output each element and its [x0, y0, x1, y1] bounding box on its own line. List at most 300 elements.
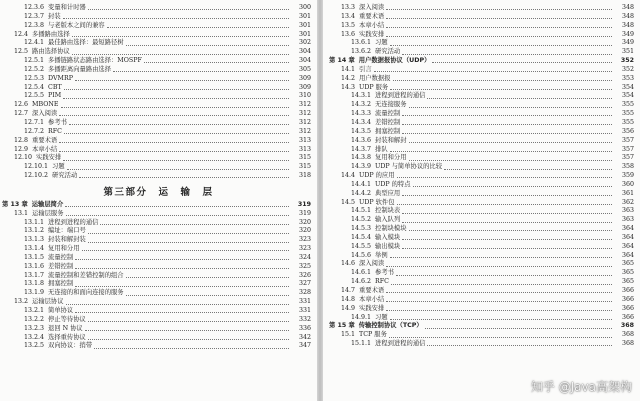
toc-page-number: 326 — [298, 271, 311, 279]
toc-number: 14.3.3 — [351, 110, 372, 118]
toc-number: 12.9 — [14, 145, 29, 153]
dot-leader — [386, 27, 612, 28]
toc-title: 运输层服务 — [32, 209, 64, 217]
toc-number: 第 13 章 — [2, 200, 28, 208]
toc-page-number: 331 — [298, 307, 311, 314]
toc-row — [323, 119, 640, 128]
toc-title: 进程到进程的通信 — [375, 92, 426, 100]
toc-page-number: 361 — [621, 189, 634, 197]
toc-title: 排队 — [375, 145, 388, 153]
toc-title: UDP 与简单协议的比较 — [375, 163, 443, 171]
dot-leader — [390, 89, 612, 90]
toc-title: 进程到进程的通信 — [375, 340, 426, 348]
toc-title: 封装 — [48, 12, 61, 20]
toc-number: 14.3.1 — [351, 92, 372, 100]
toc-title: 与老版本之间的兼容 — [48, 21, 105, 29]
toc-page-number: 348 — [621, 21, 634, 29]
toc-number: 12.4.1 — [24, 39, 45, 47]
dot-leader — [88, 242, 289, 243]
toc-number: 13.5 — [341, 21, 356, 29]
toc-title: 流量控制和差错控制的组合 — [48, 271, 124, 279]
toc-page-number: 336 — [298, 324, 311, 332]
watermark: 知乎 @Java高架构 — [530, 380, 632, 394]
toc-title: DVMRP — [48, 74, 73, 82]
toc-row — [323, 243, 640, 252]
toc-row — [0, 307, 317, 316]
toc-row — [323, 260, 640, 269]
toc-number: 14.4.1 — [351, 180, 372, 188]
toc-page-number: 368 — [621, 331, 634, 339]
toc-title: 本章小结 — [359, 295, 385, 303]
toc-title: 研究活动 — [52, 172, 78, 180]
toc-page-number: 347 — [298, 342, 311, 350]
toc-left — [0, 0, 317, 351]
toc-page-number: 348 — [621, 12, 634, 20]
toc-title: 拥塞控制 — [375, 127, 401, 135]
toc-title: 实践安排 — [36, 154, 62, 162]
toc-page-number: 355 — [621, 101, 634, 109]
toc-title: 退回 N 协议 — [48, 324, 83, 332]
toc-title: 深入阅读 — [359, 260, 385, 268]
toc-number: 13.2.1 — [24, 307, 45, 314]
dot-leader — [444, 169, 612, 170]
toc-number: 14.3.9 — [351, 163, 372, 171]
dot-leader — [409, 107, 612, 108]
toc-row — [323, 128, 640, 137]
toc-title: RFC — [48, 127, 62, 135]
toc-row — [0, 75, 317, 84]
toc-page-number: 357 — [621, 145, 634, 153]
toc-page-number: 362 — [621, 198, 634, 206]
toc-row — [0, 84, 317, 93]
dot-leader — [63, 160, 289, 161]
toc-page-number: 363 — [621, 207, 634, 215]
toc-title: 流量控制 — [375, 110, 401, 118]
toc-page-number: 323 — [298, 245, 311, 253]
toc-row — [323, 216, 640, 225]
toc-page-number: 309 — [298, 83, 311, 91]
toc-number: 12.5.3 — [24, 74, 45, 82]
toc-row — [323, 146, 640, 155]
dot-leader — [402, 195, 612, 196]
toc-row — [0, 210, 317, 219]
toc-title: 路由选择协议 — [32, 48, 70, 56]
toc-number: 12.7 — [14, 110, 29, 118]
dot-leader — [75, 259, 289, 260]
toc-title: 无连接的和面向连接的服务 — [48, 289, 124, 297]
toc-title: 习题 — [375, 39, 388, 47]
toc-title: 深入阅读 — [359, 4, 385, 11]
toc-row — [323, 296, 640, 305]
toc-page-number: 351 — [621, 48, 634, 56]
toc-number: 13.2.5 — [24, 342, 45, 350]
dot-leader — [397, 177, 612, 178]
toc-page-number: 304 — [298, 48, 311, 56]
dot-leader — [63, 98, 289, 99]
toc-page-number: 312 — [298, 127, 311, 135]
toc-page-number: 301 — [298, 30, 311, 38]
part-title: 第三部分 运 输 层 — [103, 186, 214, 198]
toc-row — [323, 84, 640, 93]
toc-title: 运输层简介 — [31, 200, 64, 208]
toc-page-number: 365 — [621, 269, 634, 277]
dot-leader — [61, 107, 290, 108]
toc-row — [0, 280, 317, 289]
toc-title: 多播距离向量路由选择 — [48, 65, 111, 73]
dot-leader — [82, 250, 289, 251]
toc-row — [323, 4, 640, 13]
toc-page-number: 364 — [621, 225, 634, 233]
toc-row — [0, 172, 317, 181]
toc-row — [0, 263, 317, 272]
toc-row — [323, 190, 640, 199]
toc-number: 13.6.2 — [351, 48, 372, 56]
toc-title: 控制块表 — [375, 207, 401, 215]
toc-title: 输入队列 — [375, 216, 401, 224]
toc-row — [323, 48, 640, 57]
toc-page-number: 364 — [621, 242, 634, 250]
toc-page-number: 365 — [621, 278, 634, 286]
dot-leader — [75, 286, 289, 287]
toc-page-number: 364 — [621, 251, 634, 259]
dot-leader — [75, 312, 289, 313]
toc-number: 14.3.2 — [351, 101, 372, 109]
toc-page-number: 320 — [298, 218, 311, 226]
toc-title: 重要术语 — [359, 287, 385, 294]
toc-title: 最佳路由选择：最短路径树 — [48, 39, 124, 47]
toc-number: 13.1.6 — [24, 262, 45, 270]
toc-page-number: 319 — [298, 209, 311, 217]
toc-title: MBONE — [32, 101, 59, 109]
toc-page-number: 349 — [621, 30, 634, 38]
toc-title: 重要术语 — [359, 12, 385, 20]
toc-title: UDP 服务 — [359, 83, 389, 91]
toc-page-number: 327 — [298, 280, 311, 288]
toc-title: 复用和分用 — [375, 154, 407, 162]
toc-page-number: 312 — [298, 101, 311, 109]
toc-title: TCP 服务 — [359, 331, 387, 339]
dot-leader — [396, 275, 612, 276]
toc-number: 14.5.5 — [351, 242, 372, 250]
dot-leader — [88, 339, 289, 340]
dot-leader — [386, 266, 612, 267]
dot-leader — [72, 54, 289, 55]
dot-leader — [126, 295, 289, 296]
dot-leader — [402, 54, 612, 55]
dot-leader — [402, 213, 612, 214]
dot-leader — [59, 142, 289, 143]
toc-row — [323, 13, 640, 22]
toc-row — [323, 181, 640, 190]
dot-leader — [397, 204, 612, 205]
toc-row — [323, 225, 640, 234]
toc-title: 流量控制 — [48, 253, 74, 261]
toc-number: 第 15 章 — [329, 322, 355, 330]
toc-number: 14.3.6 — [351, 136, 372, 144]
toc-title: 差错控制 — [375, 118, 401, 126]
toc-row — [0, 4, 317, 13]
dot-leader — [432, 62, 612, 63]
toc-number: 14.6 — [341, 260, 356, 268]
toc-number: 12.5.4 — [24, 83, 45, 91]
toc-title: UDP 软件包 — [359, 198, 395, 206]
toc-number: 12.6 — [14, 101, 29, 109]
toc-page-number: 355 — [621, 118, 634, 126]
toc-number: 12.5.1 — [24, 57, 45, 65]
dot-leader — [391, 284, 612, 285]
dot-leader — [390, 151, 612, 152]
toc-page-number: 312 — [298, 110, 311, 118]
toc-number: 15.1.1 — [351, 340, 372, 348]
toc-row — [0, 110, 317, 119]
toc-page-number: 366 — [621, 304, 634, 312]
toc-page-number: 313 — [298, 145, 311, 153]
toc-page-number: 301 — [298, 12, 311, 20]
toc-number: 12.10 — [14, 154, 33, 162]
toc-page-number: 357 — [621, 136, 634, 144]
toc-page-number: 318 — [298, 172, 311, 180]
toc-number: 14.7 — [341, 287, 356, 294]
toc-row — [323, 269, 640, 278]
dot-leader — [386, 292, 612, 293]
toc-row — [0, 57, 317, 66]
toc-title: 控制块模块 — [375, 225, 407, 233]
toc-title: 编址：端口号 — [48, 227, 86, 235]
toc-number: 12.4 — [14, 30, 29, 38]
toc-title: CBT — [48, 83, 62, 91]
dot-leader — [409, 230, 612, 231]
toc-row — [0, 154, 317, 163]
toc-number: 13.6.1 — [351, 39, 372, 47]
toc-page-number: 356 — [621, 127, 634, 135]
toc-page-number: 352 — [621, 65, 634, 73]
dot-leader — [390, 319, 612, 320]
toc-number: 14.3 — [341, 83, 356, 91]
toc-title: 传输控制协议（TCP） — [358, 322, 423, 330]
toc-page-number: 301 — [298, 21, 311, 29]
toc-number: 12.5.2 — [24, 65, 45, 73]
toc-title: 运输层协议 — [32, 298, 64, 306]
toc-number: 15.1 — [341, 331, 356, 339]
toc-page-number: 315 — [298, 163, 311, 171]
toc-row — [323, 92, 640, 101]
toc-title: 习题 — [52, 163, 65, 171]
toc-number: 13.6 — [341, 30, 356, 38]
toc-right — [323, 0, 640, 349]
toc-number: 12.10.2 — [24, 172, 49, 180]
toc-page-number: 313 — [298, 136, 311, 144]
dot-leader — [425, 328, 612, 329]
dot-leader — [374, 71, 612, 72]
dot-leader — [402, 124, 612, 125]
dot-leader — [390, 45, 612, 46]
toc-number: 13.1.7 — [24, 271, 45, 279]
dot-leader — [79, 177, 289, 178]
toc-number: 13.2 — [14, 298, 29, 306]
toc-page-number: 310 — [298, 92, 311, 100]
dot-leader — [386, 310, 612, 311]
toc-title: 深入阅读 — [32, 110, 58, 118]
toc-number: 13.2.2 — [24, 315, 45, 323]
toc-number: 14.5.1 — [351, 207, 372, 215]
toc-number: 13.2.4 — [24, 333, 45, 341]
toc-title: 输出模块 — [375, 242, 401, 250]
dot-leader — [63, 18, 289, 19]
toc-row — [0, 128, 317, 137]
dot-leader — [64, 133, 289, 134]
toc-title: 重要术语 — [32, 136, 58, 144]
dot-leader — [389, 337, 612, 338]
toc-title: UDP 的特点 — [375, 180, 411, 188]
dot-leader — [100, 224, 289, 225]
toc-number: 12.3.8 — [24, 21, 45, 29]
toc-row — [0, 13, 317, 22]
dot-leader — [144, 62, 289, 63]
toc-row — [0, 119, 317, 128]
toc-row — [0, 289, 317, 298]
toc-page-number: 305 — [298, 65, 311, 73]
toc-page-number: 348 — [621, 4, 634, 11]
toc-title: RFC — [375, 278, 389, 286]
dot-leader — [59, 151, 289, 152]
toc-page-number: 309 — [298, 74, 311, 82]
toc-page-number: 354 — [621, 92, 634, 100]
dot-leader — [126, 277, 289, 278]
toc-number: 12.5.5 — [24, 92, 45, 100]
dot-leader — [402, 239, 612, 240]
toc-page-number: 354 — [621, 83, 634, 91]
toc-page-number: 302 — [298, 39, 311, 47]
toc-row — [0, 39, 317, 48]
toc-page-number: 323 — [298, 236, 311, 244]
toc-page-number: 364 — [621, 233, 634, 241]
toc-number: 13.4 — [341, 12, 356, 20]
toc-number: 13.1 — [14, 209, 29, 217]
toc-number: 14.9.1 — [351, 313, 372, 321]
toc-row — [0, 92, 317, 101]
dot-leader — [386, 9, 612, 10]
toc-page-number: 325 — [298, 262, 311, 270]
toc-page-number: 315 — [298, 154, 311, 162]
toc-row — [323, 163, 640, 172]
toc-page-number: 324 — [298, 253, 311, 261]
dot-leader — [69, 124, 289, 125]
dot-leader — [402, 222, 612, 223]
toc-title: 拥塞控制 — [48, 280, 74, 288]
dot-leader — [88, 321, 289, 322]
toc-row — [323, 199, 640, 208]
dot-leader — [59, 115, 289, 116]
toc-number: 13.2.3 — [24, 324, 45, 332]
dot-leader — [402, 248, 612, 249]
left-page — [0, 0, 317, 401]
toc-page-number: 365 — [621, 260, 634, 268]
toc-number: 12.3.7 — [24, 12, 45, 20]
toc-number: 14.9 — [341, 304, 356, 312]
toc-chapter-row — [323, 57, 640, 66]
toc-page-number: 304 — [298, 57, 311, 65]
right-page — [323, 0, 640, 401]
toc-title: 本章小结 — [359, 21, 385, 29]
toc-number: 14.3.7 — [351, 145, 372, 153]
toc-row — [0, 48, 317, 57]
toc-number: 12.10.1 — [24, 163, 49, 171]
toc-page-number: 312 — [298, 118, 311, 126]
toc-number: 14.3.4 — [351, 118, 372, 126]
toc-page-number: 355 — [621, 110, 634, 118]
toc-page-number: 357 — [621, 154, 634, 162]
toc-number: 第 14 章 — [329, 57, 355, 65]
toc-number: 14.4 — [341, 172, 356, 180]
toc-title: 变量和计时器 — [48, 4, 86, 11]
toc-title: 差错控制 — [48, 262, 74, 270]
dot-leader — [427, 345, 612, 346]
toc-title: 进程到进程的通信 — [48, 218, 99, 226]
toc-title: 参考书 — [48, 118, 67, 126]
toc-row — [323, 66, 640, 75]
toc-row — [323, 234, 640, 243]
toc-number: 14.5.3 — [351, 225, 372, 233]
toc-row — [323, 340, 640, 349]
toc-number: 13.1.2 — [24, 227, 45, 235]
toc-page-number: 331 — [298, 298, 311, 306]
toc-row — [323, 22, 640, 31]
dot-leader — [88, 233, 289, 234]
toc-title: 输入模块 — [375, 233, 401, 241]
toc-page-number: 359 — [621, 172, 634, 180]
toc-page-number: 368 — [621, 340, 634, 348]
toc-row — [323, 154, 640, 163]
dot-leader — [72, 36, 289, 37]
toc-row — [323, 331, 640, 340]
toc-number: 14.8 — [341, 295, 356, 303]
dot-leader — [386, 36, 612, 37]
toc-number: 14.5.6 — [351, 251, 372, 259]
toc-page-number: 319 — [297, 200, 311, 208]
dot-leader — [67, 169, 289, 170]
toc-title: UDP 的应用 — [359, 172, 395, 180]
toc-row — [0, 316, 317, 325]
toc-page-number: 349 — [621, 39, 634, 47]
dot-leader — [390, 257, 612, 258]
toc-number: 14.3.5 — [351, 127, 372, 135]
toc-row — [0, 342, 317, 351]
toc-row — [0, 298, 317, 307]
toc-number: 14.5 — [341, 198, 356, 206]
toc-number: 12.8 — [14, 136, 29, 144]
dot-leader — [126, 45, 289, 46]
toc-page-number: 366 — [621, 313, 634, 321]
dot-leader — [413, 186, 612, 187]
toc-page-number: 332 — [298, 315, 311, 323]
toc-number: 12.7.1 — [24, 118, 45, 126]
toc-page-number: 352 — [620, 57, 634, 65]
toc-title: PIM — [48, 92, 62, 100]
toc-title: 实践安排 — [359, 304, 385, 312]
toc-row — [0, 236, 317, 245]
toc-page-number: 360 — [621, 180, 634, 188]
toc-number: 12.5 — [14, 48, 29, 56]
toc-page-number: 358 — [621, 163, 634, 171]
toc-row — [0, 245, 317, 254]
toc-number: 12.7.2 — [24, 127, 45, 135]
toc-number: 13.1.4 — [24, 245, 45, 253]
dot-leader — [75, 268, 289, 269]
toc-row — [0, 227, 317, 236]
toc-page-number: 342 — [298, 333, 311, 341]
toc-row — [323, 39, 640, 48]
toc-title: 本章小结 — [32, 145, 58, 153]
